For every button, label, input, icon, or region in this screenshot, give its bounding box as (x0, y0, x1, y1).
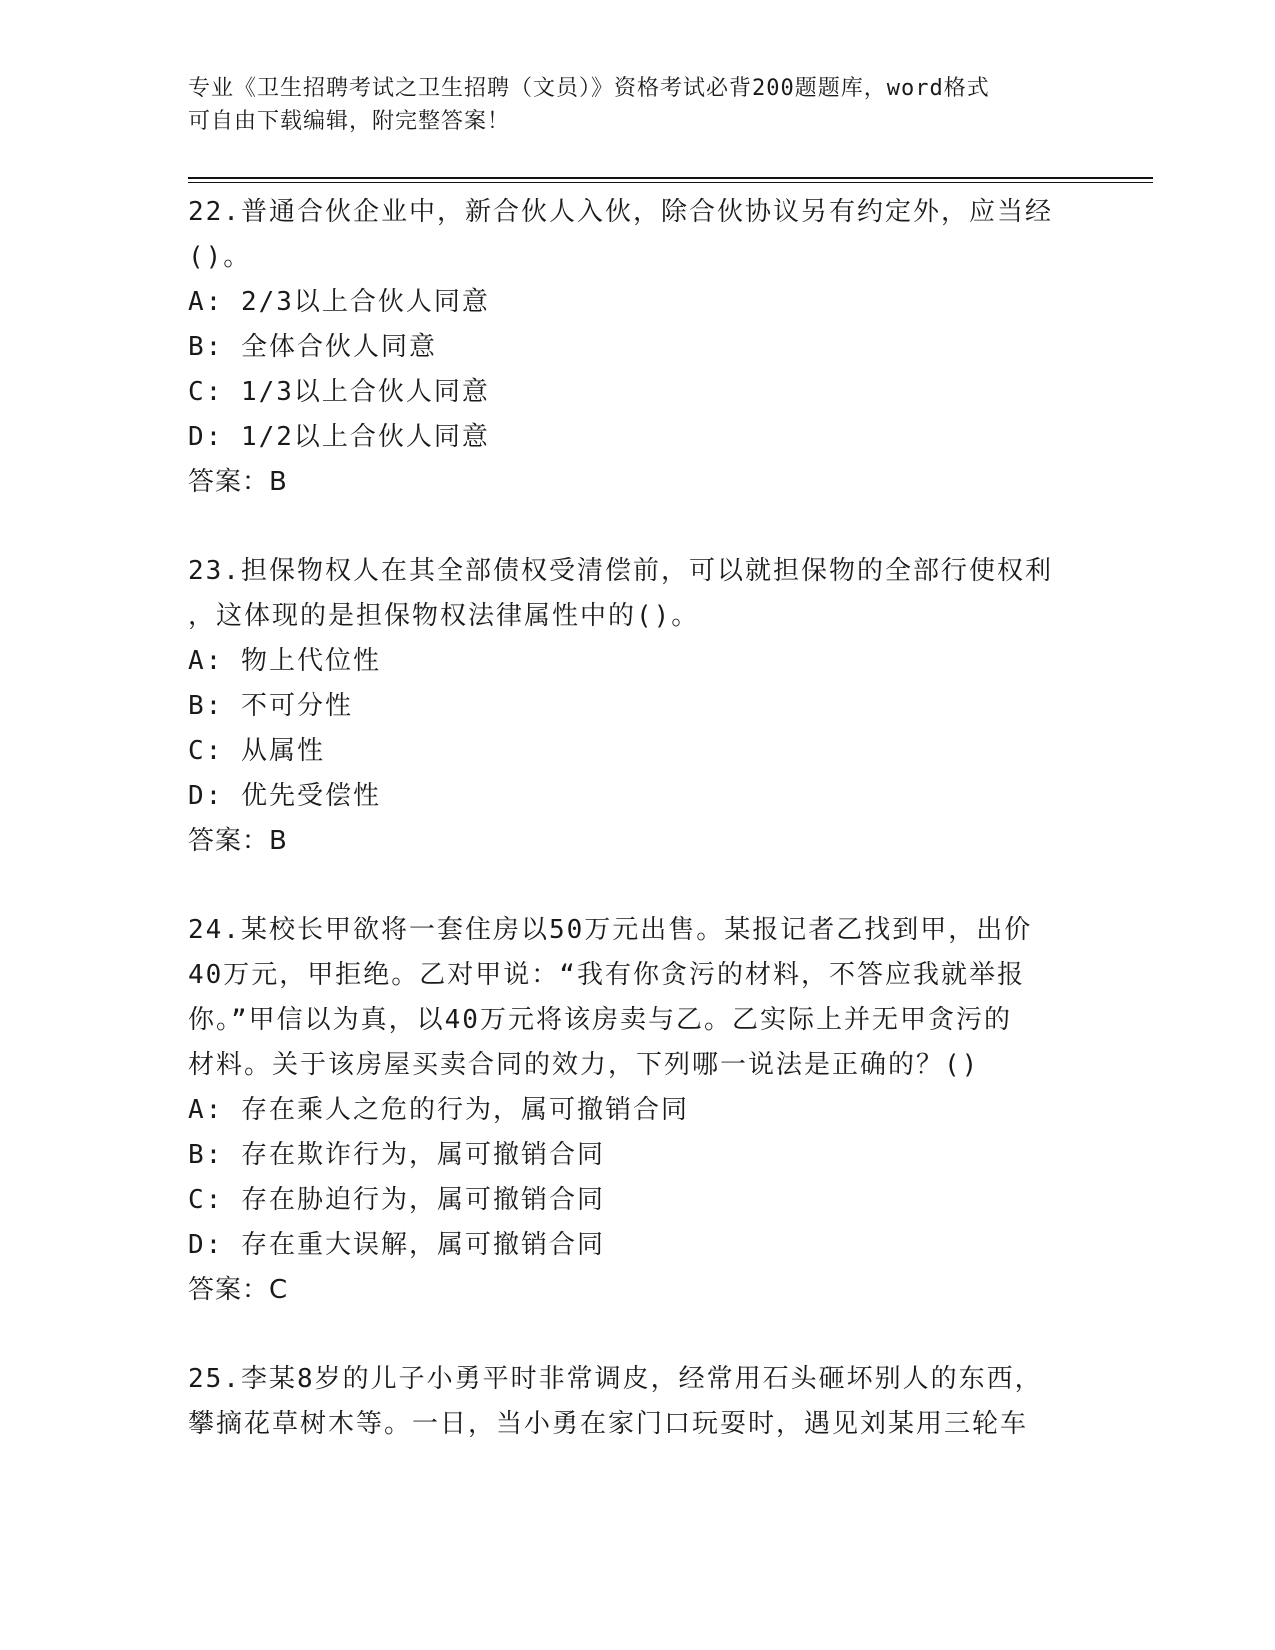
option-a: A: 2/3以上合伙人同意 (188, 287, 490, 317)
question-24 (188, 908, 1088, 1313)
option-a: A: 物上代位性 (188, 646, 381, 676)
question-text-line: 你。”甲信以为真，以40万元将该房卖与乙。乙实际上并无甲贪污的 (188, 1005, 1012, 1035)
question-text-line: 24.某校长甲欲将一套住房以50万元出售。某报记者乙找到甲，出价 (188, 915, 1033, 945)
header-divider-thin (188, 182, 1153, 183)
option-c: C: 从属性 (188, 736, 325, 766)
question-text-line: 40万元，甲拒绝。乙对甲说：“我有你贪污的材料，不答应我就举报 (188, 960, 1025, 990)
option-c: C: 1/3以上合伙人同意 (188, 377, 490, 407)
document-header (188, 72, 1088, 138)
option-a: A: 存在乘人之危的行为，属可撤销合同 (188, 1095, 689, 1125)
question-text-line: 23.担保物权人在其全部债权受清偿前，可以就担保物的全部行使权利 (188, 556, 1053, 586)
option-d: D: 优先受偿性 (188, 781, 381, 811)
option-d: D: 1/2以上合伙人同意 (188, 422, 490, 452)
question-23 (188, 549, 1088, 864)
option-b: B: 全体合伙人同意 (188, 332, 437, 362)
question-text-line: ()。 (188, 242, 252, 272)
answer-line: 答案：C (188, 1275, 289, 1305)
answer-line: 答案：B (188, 467, 288, 497)
answer-line: 答案：B (188, 826, 288, 856)
header-line-1: 专业《卫生招聘考试之卫生招聘（文员）》资格考试必背200题题库，word格式 (188, 76, 990, 101)
question-22 (188, 190, 1088, 505)
option-b: B: 存在欺诈行为，属可撤销合同 (188, 1140, 605, 1170)
option-c: C: 存在胁迫行为，属可撤销合同 (188, 1185, 605, 1215)
question-list (188, 190, 1088, 1491)
question-text-line: 25.李某8岁的儿子小勇平时非常调皮，经常用石头砸坏别人的东西， (188, 1364, 1043, 1394)
header-divider-thick (188, 177, 1153, 179)
header-line-2: 可自由下载编辑，附完整答案！ (188, 109, 511, 134)
question-text-line: 材料。关于该房屋买卖合同的效力，下列哪一说法是正确的？() (188, 1050, 980, 1080)
question-25 (188, 1357, 1088, 1447)
question-text-line: 22.普通合伙企业中，新合伙人入伙，除合伙协议另有约定外，应当经 (188, 197, 1053, 227)
question-text-line: ，这体现的是担保物权法律属性中的()。 (188, 601, 700, 631)
option-d: D: 存在重大误解，属可撤销合同 (188, 1230, 605, 1260)
question-text-line: 攀摘花草树木等。一日，当小勇在家门口玩耍时，遇见刘某用三轮车 (188, 1409, 1029, 1439)
option-b: B: 不可分性 (188, 691, 353, 721)
